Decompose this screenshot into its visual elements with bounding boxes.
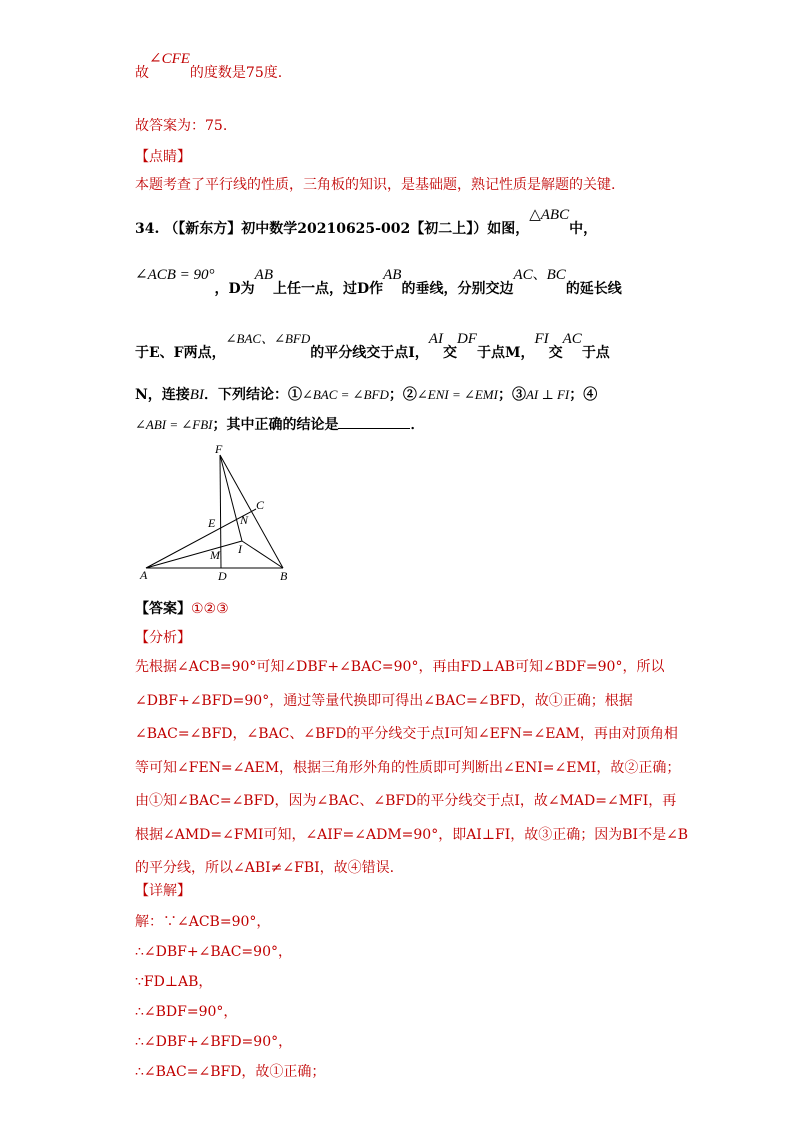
question-text: N，连接 xyxy=(135,387,190,403)
analysis-tag: 【分析】 xyxy=(135,630,191,646)
answer-value: ①②③ xyxy=(191,601,229,617)
detail-line: ∴∠BAC=∠BFD，故①正确； xyxy=(135,1064,326,1080)
label-c: C xyxy=(256,498,265,512)
seg-bi: BI xyxy=(189,387,204,403)
detail-tag: 【详解】 xyxy=(135,883,191,899)
angle-acb: ∠ACB = 90° xyxy=(135,267,215,283)
question-line-4 xyxy=(135,384,597,404)
analysis-line: 的平分线，所以∠ABI≠∠FBI，故④错误. xyxy=(135,860,395,876)
seg-ai-line xyxy=(146,541,242,568)
question-text: ；② xyxy=(388,387,417,403)
question-line-3 xyxy=(135,331,610,362)
label-m: M xyxy=(210,548,220,562)
question-text: 的延长线 xyxy=(565,281,622,297)
analysis-line: 根据∠AMD=∠FMI可知，∠AIF=∠ADM=90°，即AI⊥FI，故③正确；因为BI不是∠B xyxy=(135,827,689,843)
prev-answer-line: 故答案为：75. xyxy=(135,118,228,134)
analysis-line: ∠BAC=∠BFD，∠BAC、∠BFD的平分线交于点I可知∠EFN=∠EAM，再由对顶角相 xyxy=(135,726,678,742)
question-text: ；③ xyxy=(497,387,526,403)
question-text: 于点M， xyxy=(476,345,535,361)
answer-line xyxy=(135,598,229,618)
conclusion-2: ∠ENI = ∠EMI xyxy=(416,387,498,402)
triangle-abc: △ABC xyxy=(529,207,570,223)
seg-ai: AI xyxy=(428,331,443,347)
detail-line: ∴∠DBF+∠BFD=90°， xyxy=(135,1034,293,1050)
question-text: 的垂线，分别交边 xyxy=(401,281,514,297)
seg-fi-line xyxy=(220,455,242,541)
detail-line: 解：∵∠ACB=90°， xyxy=(135,914,271,930)
seg-fd-line xyxy=(220,455,221,568)
angle-cfe: ∠CFE xyxy=(149,51,190,67)
separator: 、 xyxy=(532,267,547,283)
detail-line: ∴∠DBF+∠BAC=90°， xyxy=(135,944,292,960)
analysis-line: ∠DBF+∠BFD=90°，通过等量代换即可得出∠BAC=∠BFD，故①正确；根据 xyxy=(135,693,633,709)
analysis-line: 由①知∠BAC=∠BFD，因为∠BAC、∠BFD的平分线交于点I，故∠MAD=∠MFI，再 xyxy=(135,793,677,809)
seg-bc: BC xyxy=(546,267,566,283)
label-i: I xyxy=(238,542,242,556)
seg-bi-line xyxy=(242,541,283,568)
angles-bac-bfd: ∠BAC、∠BFD xyxy=(225,331,311,346)
conclusion-1: ∠BAC = ∠BFD xyxy=(301,387,389,402)
seg-fi: FI xyxy=(534,331,549,347)
prev-text: 的度数是75度. xyxy=(189,65,283,81)
question-text: 交 xyxy=(442,345,457,361)
question-text: ；其中正确的结论是 xyxy=(212,417,339,433)
question-line-1 xyxy=(135,207,598,238)
label-e: E xyxy=(208,516,216,530)
analysis-line: 先根据∠ACB=90°可知∠DBF+∠BAC=90°，再由FD⊥AB可知∠BDF=90°，所以 xyxy=(135,659,665,675)
answer-tag: 【答案】 xyxy=(135,601,191,617)
seg-ab: AB xyxy=(254,267,273,283)
label-d: D xyxy=(218,569,227,583)
question-text: 中， xyxy=(569,221,598,237)
question-text: 的平分线交于点I， xyxy=(310,345,429,361)
question-text: ；④ xyxy=(569,387,598,403)
question-text: 上任一点，过D作 xyxy=(273,281,384,297)
label-f: F xyxy=(215,443,223,456)
prev-text: 故 xyxy=(135,65,149,81)
seg-ac: AC xyxy=(562,331,582,347)
seg-ab: AB xyxy=(383,267,402,283)
detail-line: ∴∠BDF=90°， xyxy=(135,1004,238,1020)
comment-tag: 【点睛】 xyxy=(135,149,191,165)
label-n: N xyxy=(240,513,249,527)
prev-line-1 xyxy=(135,51,283,82)
conclusion-4: ∠ABI = ∠FBI xyxy=(135,417,213,432)
question-text: ． xyxy=(410,417,425,433)
seg-ac: AC xyxy=(513,267,533,283)
comment-text: 本题考查了平行线的性质，三角板的知识，是基础题，熟记性质是解题的关键. xyxy=(135,177,616,193)
question-text: ．下列结论：① xyxy=(203,387,302,403)
label-a: A xyxy=(140,568,148,582)
answer-blank xyxy=(338,427,410,429)
seg-df: DF xyxy=(456,331,477,347)
question-source: （【新东方】初中数学20210625-002【初二上】）如图， xyxy=(164,221,530,237)
question-text: 于点 xyxy=(581,345,610,361)
analysis-line: 等可知∠FEN=∠AEM，根据三角形外角的性质即可判断出∠ENI=∠EMI，故②正确； xyxy=(135,760,681,776)
question-text: ，D为 xyxy=(214,281,255,297)
label-b: B xyxy=(280,569,288,583)
question-text: 于E、F两点， xyxy=(135,345,226,361)
conclusion-3: AI ⊥ FI xyxy=(525,387,570,402)
geometry-figure xyxy=(138,443,298,583)
question-text: 交 xyxy=(548,345,563,361)
question-number: 34. xyxy=(135,221,160,237)
question-line-5 xyxy=(135,414,424,434)
question-line-2 xyxy=(135,267,622,298)
detail-line: ∵FD⊥AB， xyxy=(135,974,213,990)
